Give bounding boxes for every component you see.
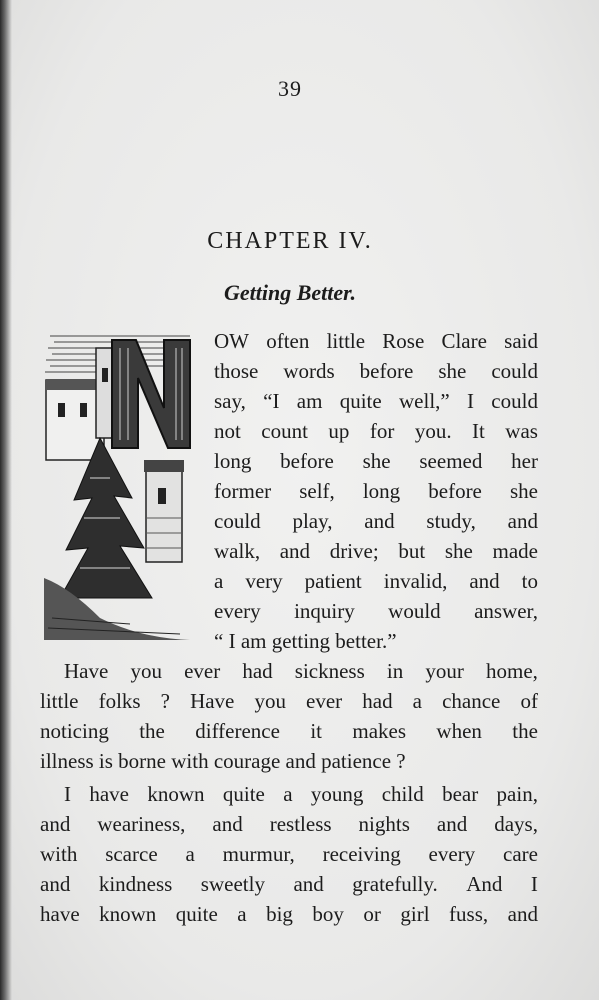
text-line: OW often little Rose Clare said [214, 329, 538, 353]
chapter-title: CHAPTER IV. [207, 228, 373, 254]
drop-cap-illustration-icon [40, 328, 200, 646]
text-line: little folks ? Have you ever had a chance of [40, 689, 538, 713]
text-line: noticing the difference it makes when the [40, 719, 538, 743]
text-line: a very patient invalid, and to [214, 569, 538, 593]
page-number: 39 [278, 76, 302, 101]
text-line: and kindness sweetly and gratefully. And I [40, 872, 538, 896]
text-line: every inquiry would answer, [214, 599, 538, 623]
text-line: could play, and study, and [214, 509, 538, 533]
text-line: I have known quite a young child bear pain, [64, 782, 538, 806]
chapter-subtitle: Getting Better. [224, 280, 356, 305]
text-line: and weariness, and restless nights and days, [40, 812, 538, 836]
text-line: “ I am getting better.” [214, 629, 397, 653]
text-line: former self, long before she [214, 479, 538, 503]
page-gutter-shadow [0, 0, 12, 1000]
text-line: have known quite a big boy or girl fuss, and [40, 902, 538, 926]
text-line: not count up for you. It was [214, 419, 538, 443]
text-line: those words before she could [214, 359, 538, 383]
text-line: with scarce a murmur, receiving every care [40, 842, 538, 866]
illustrated-drop-cap [40, 328, 200, 646]
text-line: Have you ever had sickness in your home, [64, 659, 538, 683]
text-line: long before she seemed her [214, 449, 538, 473]
text-line: walk, and drive; but she made [214, 539, 538, 563]
text-line: illness is borne with courage and patience ? [40, 749, 406, 773]
text-line: say, “I am quite well,” I could [214, 389, 538, 413]
